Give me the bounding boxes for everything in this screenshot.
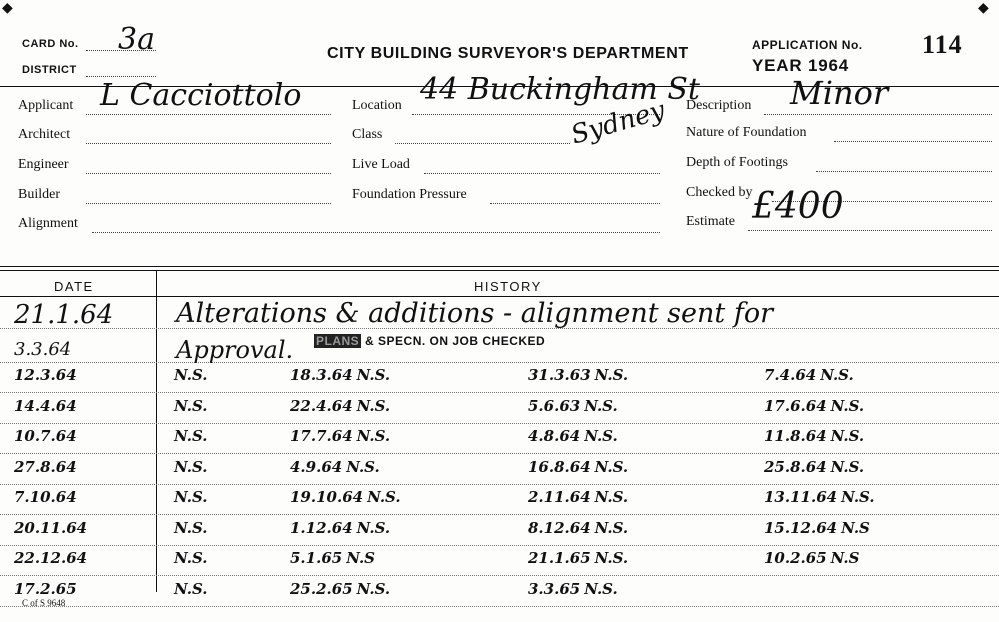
inspection-entry — [528, 519, 628, 537]
class-label: Class — [352, 127, 383, 142]
inspection-status: N.S. — [356, 397, 391, 415]
application-no-label: APPLICATION No. — [752, 38, 863, 52]
depth-of-footings-label: Depth of Footings — [686, 155, 788, 170]
inspection-entry — [764, 549, 859, 567]
inspection-status: N.S. — [346, 458, 380, 476]
inspection-entry — [290, 549, 375, 567]
inspection-entry — [174, 397, 208, 415]
inspection-entry-date: 19.10.64 — [290, 488, 364, 506]
history-entry: Alterations & additions - alignment sent for — [176, 298, 773, 329]
estimate-value: £400 — [752, 186, 844, 227]
inspection-status: N.S. — [356, 366, 391, 384]
architect-label: Architect — [18, 127, 71, 142]
year-label: YEAR 1964 — [752, 56, 849, 75]
inspection-entry — [290, 580, 390, 598]
inspection-entry-date: 4.8.64 — [528, 427, 581, 445]
inspection-entry — [528, 580, 618, 598]
ink-spot-icon: ◆ — [2, 1, 13, 16]
inspection-status: N.S. — [174, 519, 208, 537]
inspection-status: N.S. — [356, 427, 391, 445]
date-column-header: DATE — [54, 279, 94, 294]
estimate-label: Estimate — [686, 214, 735, 229]
inspection-entry-date: 11.8.64 — [764, 427, 827, 445]
card-no-label: CARD No. — [22, 38, 79, 50]
form-code: C of S 9648 — [22, 598, 66, 608]
inspection-status: N.S. — [830, 397, 865, 415]
live-load-label: Live Load — [352, 157, 410, 172]
inspection-date: 10.7.64 — [14, 427, 77, 445]
inspection-status: N.S. — [830, 427, 865, 445]
foundation-pressure-line — [490, 203, 660, 204]
location-label: Location — [352, 98, 402, 113]
checked-by-label: Checked by — [686, 185, 753, 200]
inspection-date: 14.4.64 — [14, 397, 77, 415]
history-row-line — [0, 514, 999, 515]
description-value: Minor — [790, 74, 889, 112]
applicant-line — [86, 114, 331, 115]
inspection-entry — [528, 458, 628, 476]
history-entry: Approval. — [176, 336, 294, 364]
inspection-status: N.S. — [174, 458, 208, 476]
estimate-line — [748, 230, 992, 231]
engineer-line — [86, 173, 331, 174]
inspection-status: N.S. — [594, 366, 629, 384]
history-row-line — [0, 453, 999, 454]
inspection-date: 20.11.64 — [14, 519, 88, 537]
department-title: CITY BUILDING SURVEYOR'S DEPARTMENT — [327, 45, 689, 62]
inspection-entry — [290, 427, 390, 445]
inspection-status: N.S — [346, 549, 376, 567]
card-no-value: 3a — [118, 22, 155, 57]
builder-line — [86, 203, 331, 204]
inspection-entry — [174, 427, 208, 445]
inspection-entry-date: 17.7.64 — [290, 427, 353, 445]
history-row-line — [0, 423, 999, 424]
inspection-entry — [174, 366, 208, 384]
inspection-entry — [528, 427, 618, 445]
inspection-status: N.S. — [367, 488, 401, 506]
inspection-entry-date: 5.1.65 — [290, 549, 343, 567]
inspection-entry — [174, 458, 208, 476]
inspection-entry — [174, 549, 208, 567]
inspection-entry-date: 16.8.64 — [528, 458, 591, 476]
inspection-entry-date: 4.9.64 — [290, 458, 343, 476]
history-header-rule — [0, 296, 999, 297]
location-value-2: Sydney — [567, 95, 669, 151]
inspection-entry — [528, 488, 628, 506]
inspection-entry — [764, 397, 864, 415]
inspection-status: N.S. — [594, 519, 629, 537]
inspection-entry-date: 7.4.64 — [764, 366, 817, 384]
inspection-status: N.S. — [594, 458, 629, 476]
inspection-entry — [290, 488, 401, 506]
history-row-line — [0, 362, 999, 363]
inspection-entry-date: 3.3.65 — [528, 580, 581, 598]
inspection-entry — [528, 397, 618, 415]
inspection-entry — [528, 366, 628, 384]
inspection-entry-date: 17.6.64 — [764, 397, 827, 415]
nature-line — [834, 141, 992, 142]
inspection-status: N.S. — [174, 397, 208, 415]
inspection-date: 17.2.65 — [14, 580, 77, 598]
inspection-status: N.S. — [584, 580, 618, 598]
history-top-rule — [0, 266, 999, 267]
architect-line — [86, 143, 331, 144]
inspection-entry-date: 22.4.64 — [290, 397, 353, 415]
inspection-entry-date: 5.6.63 — [528, 397, 581, 415]
history-row-line — [0, 545, 999, 546]
class-line — [395, 143, 570, 144]
inspection-status: N.S. — [174, 549, 208, 567]
inspection-entry — [174, 488, 208, 506]
history-row-line — [0, 392, 999, 393]
description-line — [764, 114, 992, 115]
inspection-entry-date: 25.2.65 — [290, 580, 353, 598]
inspection-entry — [764, 366, 854, 384]
inspection-entry-date: 18.3.64 — [290, 366, 353, 384]
foundation-pressure-label: Foundation Pressure — [352, 187, 467, 202]
history-top-rule-2 — [0, 270, 999, 271]
inspection-status: N.S — [830, 549, 860, 567]
inspection-entry — [764, 427, 864, 445]
location-value: 44 Buckingham St — [420, 72, 700, 107]
inspection-status: N.S. — [594, 488, 629, 506]
stamp-struck-word: PLANS — [316, 334, 360, 348]
inspection-status: N.S. — [356, 580, 391, 598]
applicant-label: Applicant — [18, 98, 74, 113]
inspection-status: N.S — [841, 519, 870, 537]
alignment-line — [92, 232, 660, 233]
nature-of-foundation-label: Nature of Foundation — [686, 125, 807, 140]
history-column-header: HISTORY — [474, 279, 542, 294]
inspection-entry-date: 15.12.64 — [764, 519, 838, 537]
inspection-date: 12.3.64 — [14, 366, 77, 384]
depth-line — [816, 171, 992, 172]
district-label: DISTRICT — [22, 64, 77, 76]
inspection-entry — [174, 519, 208, 537]
inspection-status: N.S. — [594, 549, 629, 567]
inspection-status: N.S. — [830, 458, 865, 476]
inspection-status: N.S. — [174, 366, 208, 384]
inspection-entry — [290, 458, 380, 476]
inspection-entry-date: 13.11.64 — [764, 488, 838, 506]
inspection-status: N.S. — [174, 488, 208, 506]
history-date: 3.3.64 — [14, 339, 72, 360]
engineer-label: Engineer — [18, 157, 69, 172]
inspection-entry — [290, 397, 390, 415]
ink-spot-icon: ◆ — [978, 1, 989, 16]
inspection-status: N.S. — [841, 488, 875, 506]
inspection-entry — [290, 366, 390, 384]
builder-label: Builder — [18, 187, 60, 202]
alignment-label: Alignment — [18, 216, 78, 231]
application-no-value: 114 — [922, 30, 963, 59]
inspection-entry — [764, 580, 768, 598]
inspection-status: N.S. — [174, 580, 208, 598]
inspection-entry — [764, 458, 864, 476]
district-line — [86, 76, 156, 77]
date-column-divider — [156, 270, 157, 592]
inspection-entry — [764, 488, 875, 506]
inspection-entry — [528, 549, 628, 567]
inspection-date: 7.10.64 — [14, 488, 77, 506]
inspection-entry-date: 31.3.63 — [528, 366, 591, 384]
inspection-entry-date: 2.11.64 — [528, 488, 591, 506]
inspection-entry-date: 10.2.65 — [764, 549, 827, 567]
description-label: Description — [686, 98, 752, 113]
stamp-text: & SPECN. ON JOB CHECKED — [365, 334, 546, 348]
inspection-status: N.S. — [174, 427, 208, 445]
inspection-status: N.S. — [584, 427, 618, 445]
inspection-status: N.S. — [820, 366, 854, 384]
inspection-entry — [174, 580, 208, 598]
history-date: 21.1.64 — [14, 300, 114, 330]
inspection-entry-date: 25.8.64 — [764, 458, 827, 476]
live-load-line — [424, 173, 660, 174]
history-row-line — [0, 575, 999, 576]
history-row-line — [0, 606, 999, 607]
inspection-status: N.S. — [356, 519, 391, 537]
history-row-line — [0, 484, 999, 485]
inspection-entry — [764, 519, 870, 537]
inspection-entry-date: 1.12.64 — [290, 519, 353, 537]
inspection-date: 27.8.64 — [14, 458, 77, 476]
inspection-entry-date: 21.1.65 — [528, 549, 591, 567]
inspection-entry-date: 8.12.64 — [528, 519, 591, 537]
inspection-date: 22.12.64 — [14, 549, 88, 567]
job-checked-stamp — [314, 334, 545, 348]
applicant-value: L Cacciottolo — [100, 78, 302, 113]
inspection-entry — [290, 519, 390, 537]
inspection-status: N.S. — [584, 397, 618, 415]
